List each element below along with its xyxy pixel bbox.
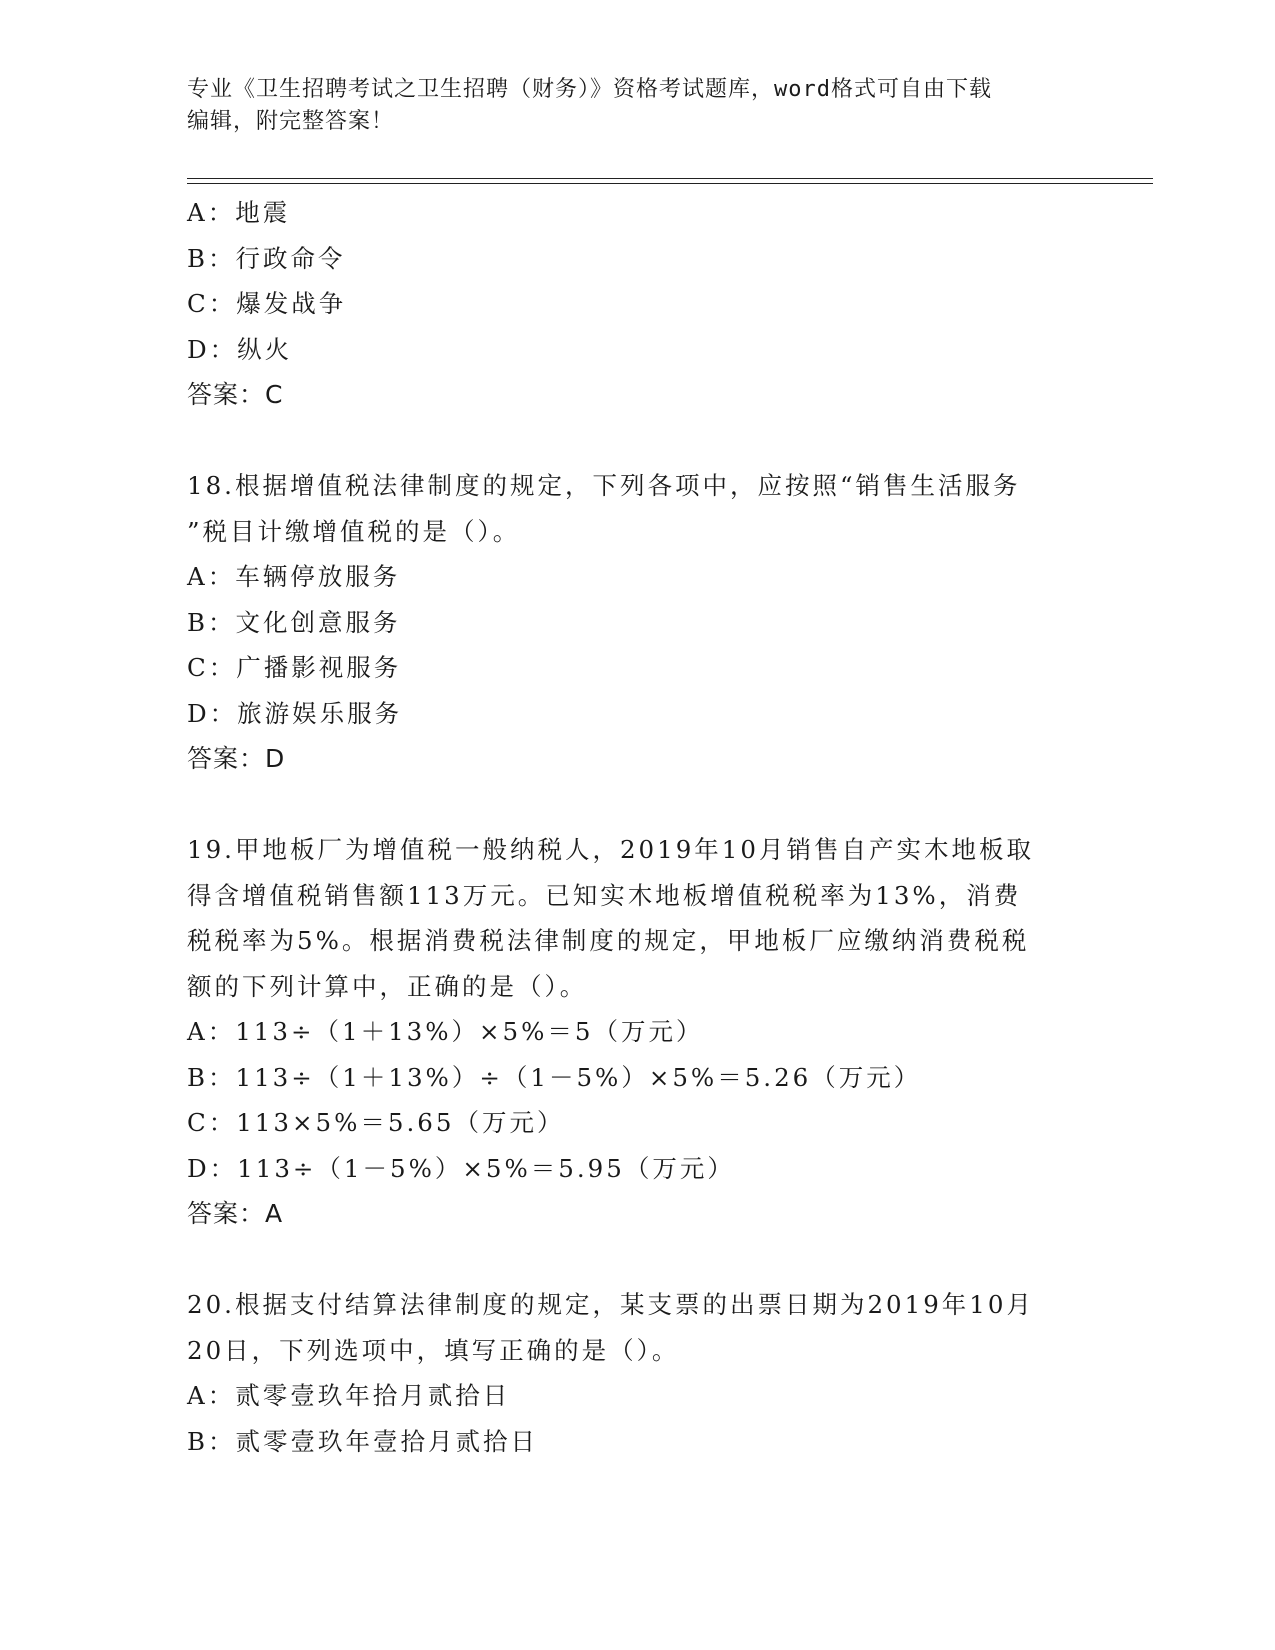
- option-b: B：贰零壹玖年壹拾月贰拾日: [187, 1426, 539, 1456]
- option-b: B：113÷（1＋13%）÷（1－5%）×5%＝5.26（万元）: [187, 1062, 922, 1092]
- option-c: C：爆发战争: [187, 289, 347, 318]
- option-a: A：贰零壹玖年拾月贰拾日: [187, 1381, 511, 1410]
- question-stem: ”税目计缴增值税的是（）。: [187, 516, 521, 546]
- option-a: A：113÷（1＋13%）×5%＝5（万元）: [187, 1017, 704, 1046]
- header-divider-bottom: [187, 183, 1153, 184]
- answer-line: 答案：C: [187, 380, 284, 409]
- option-c: C：113×5%＝5.65（万元）: [187, 1108, 565, 1137]
- spacer: [187, 418, 1087, 464]
- option-a: A：地震: [187, 198, 291, 227]
- document-header: [187, 74, 1087, 138]
- spacer: [187, 1237, 1087, 1283]
- question-stem: 得含增值税销售额113万元。已知实木地板增值税税率为13%，消费: [187, 880, 1022, 910]
- question-stem: 19.甲地板厂为增值税一般纳税人，2019年10月销售自产实木地板取: [187, 835, 1034, 864]
- option-d: D：纵火: [187, 334, 293, 364]
- question-stem: 20.根据支付结算法律制度的规定，某支票的出票日期为2019年10月: [187, 1290, 1034, 1319]
- header-divider-top: [187, 178, 1153, 179]
- option-b: B：文化创意服务: [187, 607, 401, 637]
- option-b: B：行政命令: [187, 243, 346, 273]
- question-17: [187, 190, 1087, 418]
- question-stem: 20日，下列选项中，填写正确的是（）。: [187, 1335, 680, 1365]
- question-stem: 额的下列计算中，正确的是（）。: [187, 971, 588, 1001]
- question-stem: 税税率为5%。根据消费税法律制度的规定，甲地板厂应缴纳消费税税: [187, 926, 1030, 955]
- option-c: C：广播影视服务: [187, 653, 402, 682]
- spacer: [187, 782, 1087, 828]
- question-content: [187, 190, 1087, 1464]
- question-stem: 18.根据增值税法律制度的规定，下列各项中，应按照“销售生活服务: [187, 471, 1021, 500]
- answer-line: 答案：D: [187, 744, 286, 773]
- question-18: [187, 463, 1087, 782]
- option-a: A：车辆停放服务: [187, 562, 401, 591]
- header-line-2: 编辑，附完整答案！: [187, 109, 395, 134]
- option-d: D：旅游娱乐服务: [187, 698, 403, 728]
- answer-line: 答案：A: [187, 1199, 284, 1228]
- question-19: [187, 827, 1087, 1237]
- header-line-1: 专业《卫生招聘考试之卫生招聘（财务）》资格考试题库，word格式可自由下载: [187, 77, 992, 102]
- option-d: D：113÷（1－5%）×5%＝5.95（万元）: [187, 1153, 735, 1183]
- question-20: [187, 1282, 1087, 1464]
